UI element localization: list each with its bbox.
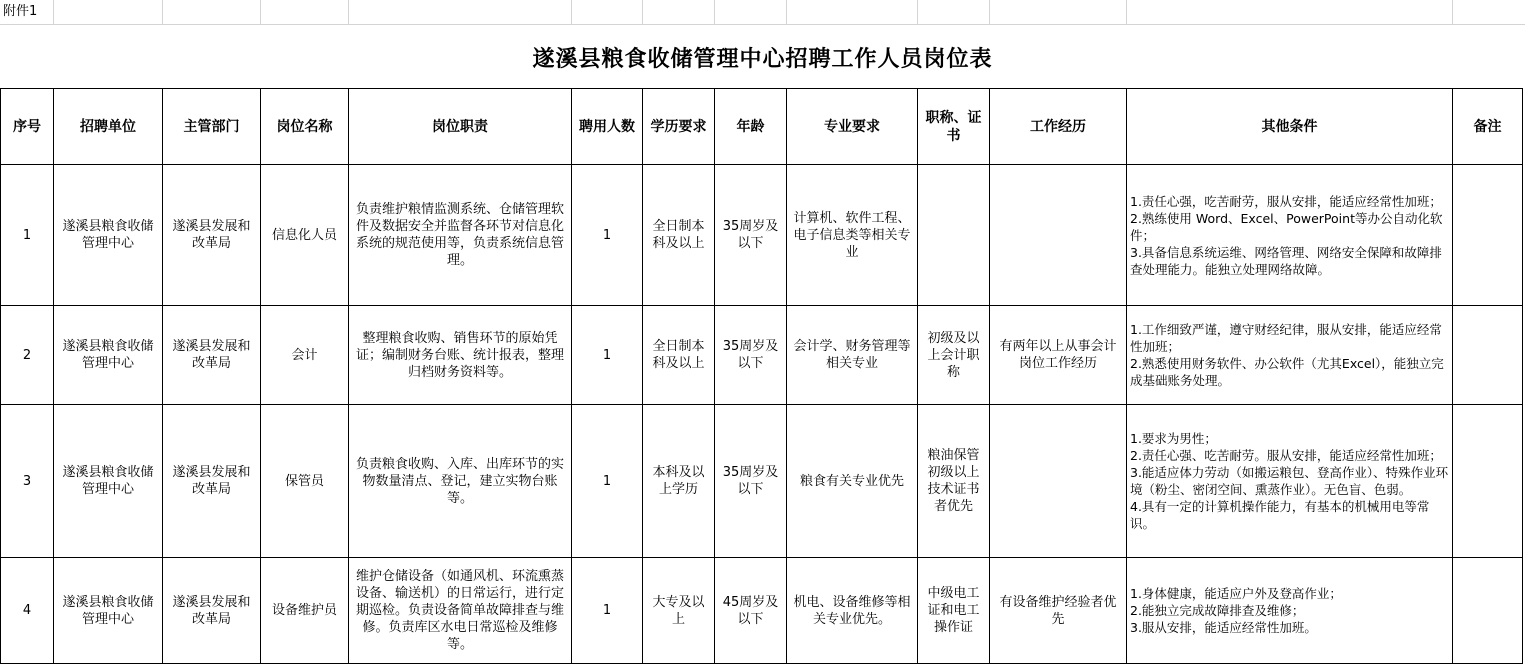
cell-count[interactable]: 1 xyxy=(572,405,643,558)
header-experience[interactable]: 工作经历 xyxy=(990,89,1127,165)
cell-remark[interactable] xyxy=(1453,165,1523,306)
cell-conditions[interactable] xyxy=(1127,165,1453,306)
condition-item: 3.能适应体力劳动（如搬运粮包、登高作业）、特殊作业环境（粉尘、密闭空间、熏蒸作业）。无色盲、色弱。 xyxy=(1130,465,1449,497)
gridline xyxy=(917,0,918,25)
cell-remark[interactable] xyxy=(1453,306,1523,405)
cell-unit[interactable]: 遂溪县粮食收储管理中心 xyxy=(54,405,163,558)
cell-count[interactable]: 1 xyxy=(572,165,643,306)
cell-count[interactable]: 1 xyxy=(572,306,643,405)
cell-experience[interactable] xyxy=(990,165,1127,306)
cell-major[interactable]: 计算机、软件工程、电子信息类等相关专业 xyxy=(787,165,918,306)
page-title: 遂溪县粮食收储管理中心招聘工作人员岗位表 xyxy=(532,46,993,72)
cell-education[interactable]: 全日制本科及以上 xyxy=(643,306,715,405)
header-conditions[interactable]: 其他条件 xyxy=(1127,89,1453,165)
cell-no[interactable]: 4 xyxy=(1,558,54,664)
cell-remark[interactable] xyxy=(1453,558,1523,664)
header-row xyxy=(1,89,1523,165)
cell-duty[interactable]: 负责粮食收购、入库、出库环节的实物数量清点、登记，建立实物台账等。 xyxy=(349,405,572,558)
cell-experience[interactable]: 有两年以上从事会计岗位工作经历 xyxy=(990,306,1127,405)
cell-dept[interactable]: 遂溪县发展和改革局 xyxy=(163,405,261,558)
cell-age[interactable]: 45周岁及以下 xyxy=(715,558,787,664)
header-position[interactable]: 岗位名称 xyxy=(261,89,349,165)
cell-conditions[interactable] xyxy=(1127,405,1453,558)
header-unit[interactable]: 招聘单位 xyxy=(54,89,163,165)
cell-conditions[interactable] xyxy=(1127,558,1453,664)
cell-major[interactable]: 机电、设备维修等相关专业优先。 xyxy=(787,558,918,664)
condition-item: 4.具有一定的计算机操作能力，有基本的机械用电等常识。 xyxy=(1130,499,1430,531)
condition-item: 2.能独立完成故障排查及维修； xyxy=(1130,603,1305,618)
header-count[interactable]: 聘用人数 xyxy=(572,89,643,165)
cell-cert[interactable]: 中级电工证和电工操作证 xyxy=(918,558,990,664)
header-education[interactable]: 学历要求 xyxy=(643,89,715,165)
condition-item: 1.要求为男性； xyxy=(1130,431,1217,446)
annex-row xyxy=(0,0,1525,25)
cell-unit[interactable]: 遂溪县粮食收储管理中心 xyxy=(54,306,163,405)
gridline xyxy=(260,0,261,25)
header-remark[interactable]: 备注 xyxy=(1453,89,1523,165)
cell-education[interactable]: 大专及以上 xyxy=(643,558,715,664)
header-cert[interactable]: 职称、证书 xyxy=(918,89,990,165)
annex-label: 附件1 xyxy=(3,4,38,19)
cell-dept[interactable]: 遂溪县发展和改革局 xyxy=(163,558,261,664)
header-no[interactable]: 序号 xyxy=(1,89,54,165)
cell-major[interactable]: 会计学、财务管理等相关专业 xyxy=(787,306,918,405)
cell-position[interactable]: 信息化人员 xyxy=(261,165,349,306)
cell-cert[interactable] xyxy=(918,165,990,306)
gridline xyxy=(1126,0,1127,25)
cell-experience[interactable]: 有设备维护经验者优先 xyxy=(990,558,1127,664)
gridline xyxy=(714,0,715,25)
cell-count[interactable]: 1 xyxy=(572,558,643,664)
cell-dept[interactable]: 遂溪县发展和改革局 xyxy=(163,165,261,306)
condition-item: 1.工作细致严谨，遵守财经纪律，服从安排，能适应经常性加班； xyxy=(1130,322,1442,354)
header-dept[interactable]: 主管部门 xyxy=(163,89,261,165)
gridline xyxy=(642,0,643,25)
cell-age[interactable]: 35周岁及以下 xyxy=(715,405,787,558)
header-major[interactable]: 专业要求 xyxy=(787,89,918,165)
condition-item: 2.熟悉使用财务软件、办公软件（尤其Excel），能独立完成基础账务处理。 xyxy=(1130,356,1444,388)
cell-conditions[interactable] xyxy=(1127,306,1453,405)
condition-item: 2.责任心强、吃苦耐劳。服从安排，能适应经常性加班； xyxy=(1130,448,1442,463)
cell-cert[interactable]: 粮油保管初级以上技术证书者优先 xyxy=(918,405,990,558)
gridline xyxy=(786,0,787,25)
condition-item: 3.服从安排，能适应经常性加班。 xyxy=(1130,620,1317,635)
table-row xyxy=(1,165,1523,306)
gridline xyxy=(1452,0,1453,25)
cell-position[interactable]: 保管员 xyxy=(261,405,349,558)
cell-no[interactable]: 3 xyxy=(1,405,54,558)
gridline xyxy=(989,0,990,25)
cell-remark[interactable] xyxy=(1453,405,1523,558)
gridline xyxy=(348,0,349,25)
condition-item: 2.熟练使用 Word、Excel、PowerPoint等办公自动化软件； xyxy=(1130,210,1443,243)
cell-education[interactable]: 本科及以上学历 xyxy=(643,405,715,558)
job-positions-table xyxy=(0,88,1523,664)
cell-no[interactable]: 2 xyxy=(1,306,54,405)
header-age[interactable]: 年龄 xyxy=(715,89,787,165)
cell-cert[interactable]: 初级及以上会计职称 xyxy=(918,306,990,405)
table-row xyxy=(1,558,1523,664)
cell-major[interactable]: 粮食有关专业优先 xyxy=(787,405,918,558)
cell-duty[interactable]: 维护仓储设备（如通风机、环流熏蒸设备、输送机）的日常运行，进行定期巡检。负责设备简单故障排查与维修。负责库区水电日常巡检及维修等。 xyxy=(349,558,572,664)
cell-dept[interactable]: 遂溪县发展和改革局 xyxy=(163,306,261,405)
cell-no[interactable]: 1 xyxy=(1,165,54,306)
cell-experience[interactable] xyxy=(990,405,1127,558)
cell-position[interactable]: 会计 xyxy=(261,306,349,405)
cell-duty[interactable]: 负责维护粮情监测系统、仓储管理软件及数据安全并监督各环节对信息化系统的规范使用等，负责系统信息管理。 xyxy=(349,165,572,306)
gridline xyxy=(53,0,54,25)
condition-item: 3.具备信息系统运维、网络管理、网络安全保障和故障排查处理能力。能独立处理网络故障。 xyxy=(1130,244,1442,277)
condition-item: 1.身体健康，能适应户外及登高作业； xyxy=(1130,586,1342,601)
cell-duty[interactable]: 整理粮食收购、销售环节的原始凭证；编制财务台账、统计报表，整理归档财务资料等。 xyxy=(349,306,572,405)
gridline xyxy=(162,0,163,25)
table-row xyxy=(1,306,1523,405)
gridline xyxy=(571,0,572,25)
cell-position[interactable]: 设备维护员 xyxy=(261,558,349,664)
table-row xyxy=(1,405,1523,558)
cell-age[interactable]: 35周岁及以下 xyxy=(715,165,787,306)
cell-age[interactable]: 35周岁及以下 xyxy=(715,306,787,405)
cell-unit[interactable]: 遂溪县粮食收储管理中心 xyxy=(54,558,163,664)
condition-item: 1.责任心强，吃苦耐劳，服从安排，能适应经常性加班； xyxy=(1130,193,1442,209)
header-duty[interactable]: 岗位职责 xyxy=(349,89,572,165)
cell-unit[interactable]: 遂溪县粮食收储管理中心 xyxy=(54,165,163,306)
cell-education[interactable]: 全日制本科及以上 xyxy=(643,165,715,306)
